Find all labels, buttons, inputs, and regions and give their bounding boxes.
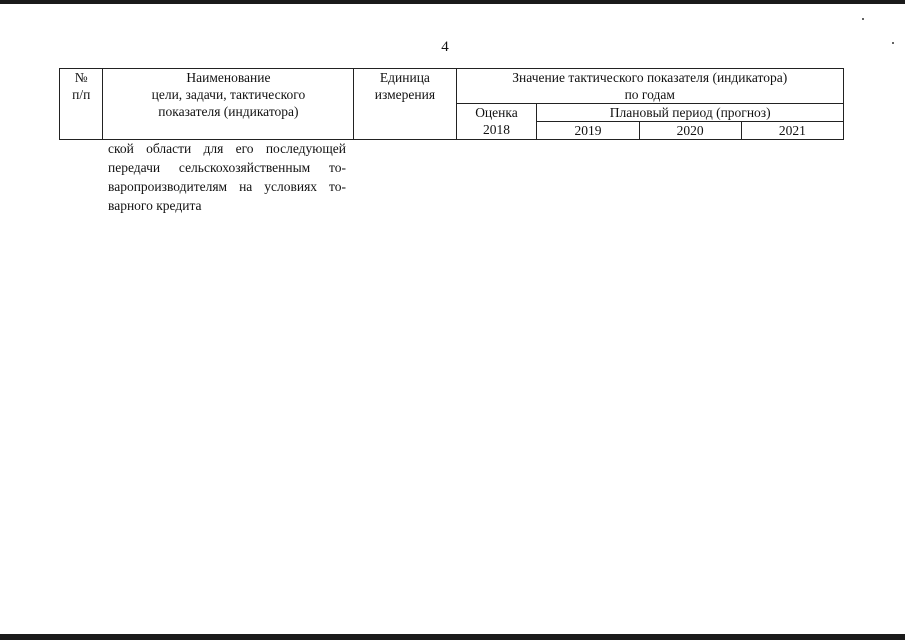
header-num-line-2: п/п bbox=[72, 87, 91, 102]
header-name-line-2: цели, задачи, тактического bbox=[151, 87, 306, 102]
text-line: варопроизводителям на условиях то- bbox=[108, 179, 346, 194]
header-year-2021: 2021 bbox=[741, 122, 843, 140]
header-estimate-label: Оценка bbox=[475, 105, 518, 120]
header-plan-group-cell: Плановый период (прогноз) bbox=[537, 104, 844, 122]
header-value-line-2: по годам bbox=[624, 87, 675, 102]
indicators-table-header bbox=[59, 68, 844, 140]
scan-speck bbox=[892, 42, 894, 44]
header-name-line-1: Наименование bbox=[186, 70, 271, 85]
text-line: передачи сельскохозяйственным то- bbox=[108, 160, 346, 175]
header-year-2020: 2020 bbox=[639, 122, 741, 140]
header-estimate-year: 2018 bbox=[482, 122, 510, 137]
header-year-2019: 2019 bbox=[537, 122, 639, 140]
header-unit-line-2: измерения bbox=[374, 87, 436, 102]
header-value-line-1: Значение тактического показателя (индикатора) bbox=[512, 70, 788, 85]
header-num-line-1: № bbox=[74, 70, 88, 85]
scan-border-top bbox=[0, 0, 905, 4]
header-value-group-cell bbox=[456, 69, 844, 104]
header-unit-cell bbox=[354, 69, 456, 140]
header-unit-line-1: Единица bbox=[379, 70, 430, 85]
header-num-cell bbox=[60, 69, 103, 140]
scan-border-bottom bbox=[0, 634, 905, 640]
header-estimate-cell bbox=[456, 104, 537, 140]
text-line: ской области для его последующей bbox=[108, 141, 346, 156]
header-row-1 bbox=[60, 69, 844, 104]
header-name-line-3: показателя (индикатора) bbox=[158, 104, 299, 119]
continued-indicator-text bbox=[108, 139, 346, 215]
page-number: 4 bbox=[441, 39, 449, 55]
scan-speck bbox=[862, 18, 864, 20]
header-name-cell bbox=[103, 69, 354, 140]
text-line: варного кредита bbox=[108, 198, 202, 213]
